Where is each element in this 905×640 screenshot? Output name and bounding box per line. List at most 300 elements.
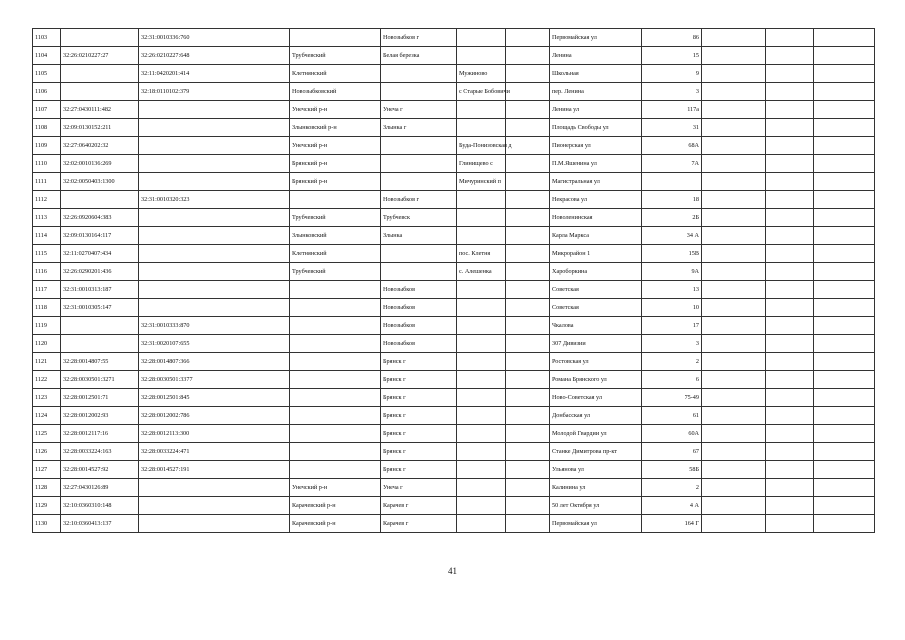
cell-street: Молодой Гвардии ул	[550, 425, 642, 443]
cell-street: Донбасская ул	[550, 407, 642, 425]
cell-district	[290, 299, 381, 317]
cell-settlement: с Старые Бобовичи	[457, 83, 506, 101]
cell-extra-col-3	[814, 281, 875, 299]
cell-district	[290, 281, 381, 299]
cell-settlement	[457, 317, 506, 335]
cell-street: пер. Ленина	[550, 83, 642, 101]
cell-district	[290, 443, 381, 461]
cell-street: Советская	[550, 299, 642, 317]
cell-city: Белая березка	[381, 47, 457, 65]
table-row	[33, 83, 875, 101]
cell-locality	[506, 353, 550, 371]
cell-extra-col-3	[814, 425, 875, 443]
cell-city: Брянск г	[381, 443, 457, 461]
cell-city: Новозыбков г	[381, 29, 457, 47]
table-row	[33, 227, 875, 245]
cell-locality	[506, 443, 550, 461]
cell-settlement	[457, 281, 506, 299]
cell-row-number: 1109	[33, 137, 61, 155]
cell-district	[290, 335, 381, 353]
cell-city: Брянск г	[381, 425, 457, 443]
cell-extra-col-2	[766, 479, 814, 497]
cell-extra-col-3	[814, 47, 875, 65]
cell-row-number: 1113	[33, 209, 61, 227]
cell-extra-col-2	[766, 155, 814, 173]
cell-extra-col-2	[766, 83, 814, 101]
cell-extra-col-3	[814, 101, 875, 119]
cell-row-number: 1122	[33, 371, 61, 389]
cell-house-number: 18	[642, 191, 702, 209]
cell-city: Злынка г	[381, 119, 457, 137]
cell-city: Трубчевск	[381, 209, 457, 227]
cell-extra-col-1	[702, 65, 766, 83]
cell-extra-col-1	[702, 461, 766, 479]
cell-cadastral-number-land: 32:28:0014807:55	[61, 353, 139, 371]
cell-street: Карла Маркса	[550, 227, 642, 245]
cell-cadastral-number-land: 32:09:0130164:117	[61, 227, 139, 245]
cell-house-number: 4 А	[642, 497, 702, 515]
cell-cadastral-number-building	[139, 137, 290, 155]
cell-locality	[506, 119, 550, 137]
cell-city	[381, 173, 457, 191]
cell-city: Злынка	[381, 227, 457, 245]
cell-city: Карачев г	[381, 497, 457, 515]
cell-row-number: 1114	[33, 227, 61, 245]
cell-extra-col-2	[766, 443, 814, 461]
cell-settlement	[457, 209, 506, 227]
cell-district: Трубчевский	[290, 263, 381, 281]
cell-extra-col-3	[814, 353, 875, 371]
cell-extra-col-1	[702, 227, 766, 245]
cell-extra-col-1	[702, 299, 766, 317]
cell-street: Ульянова ул	[550, 461, 642, 479]
cell-cadastral-number-building	[139, 281, 290, 299]
cell-district: Брянский р-н	[290, 155, 381, 173]
cell-extra-col-3	[814, 299, 875, 317]
cell-cadastral-number-building	[139, 173, 290, 191]
cell-cadastral-number-building: 32:31:0010336:760	[139, 29, 290, 47]
cell-locality	[506, 191, 550, 209]
cell-cadastral-number-building: 32:28:0014527:191	[139, 461, 290, 479]
cell-city: Новозыбков	[381, 335, 457, 353]
cell-district: Карачевский р-н	[290, 515, 381, 533]
cell-district: Злынковский	[290, 227, 381, 245]
cell-cadastral-number-building	[139, 515, 290, 533]
cell-extra-col-1	[702, 173, 766, 191]
table-row	[33, 317, 875, 335]
registry-body	[33, 29, 875, 533]
cell-city: Брянск г	[381, 461, 457, 479]
cell-house-number: 9	[642, 65, 702, 83]
cell-settlement	[457, 299, 506, 317]
cell-street: Станке Димитрова пр-кт	[550, 443, 642, 461]
cell-district	[290, 389, 381, 407]
cell-city	[381, 263, 457, 281]
cell-settlement	[457, 29, 506, 47]
cell-cadastral-number-building: 32:31:0010333:870	[139, 317, 290, 335]
table-row	[33, 389, 875, 407]
cell-locality	[506, 281, 550, 299]
cell-house-number: 75-49	[642, 389, 702, 407]
cell-district	[290, 371, 381, 389]
cell-row-number: 1128	[33, 479, 61, 497]
cell-locality	[506, 245, 550, 263]
cell-street: П.М.Яшенина ул	[550, 155, 642, 173]
cell-extra-col-2	[766, 389, 814, 407]
cell-row-number: 1105	[33, 65, 61, 83]
cell-row-number: 1117	[33, 281, 61, 299]
cell-extra-col-2	[766, 299, 814, 317]
cell-city	[381, 155, 457, 173]
cell-cadastral-number-land	[61, 191, 139, 209]
cell-cadastral-number-building: 32:28:0030501:3377	[139, 371, 290, 389]
cell-cadastral-number-land: 32:28:0033224:163	[61, 443, 139, 461]
cell-cadastral-number-building: 32:28:0012501:845	[139, 389, 290, 407]
cell-street: Новоленинская	[550, 209, 642, 227]
cell-extra-col-2	[766, 461, 814, 479]
cell-extra-col-2	[766, 209, 814, 227]
cell-locality	[506, 389, 550, 407]
cell-street: Школьная	[550, 65, 642, 83]
cell-cadastral-number-building	[139, 119, 290, 137]
cell-street: Советская	[550, 281, 642, 299]
cell-cadastral-number-building	[139, 209, 290, 227]
cell-house-number: 60А	[642, 425, 702, 443]
cell-extra-col-2	[766, 191, 814, 209]
cell-extra-col-1	[702, 407, 766, 425]
cell-settlement	[457, 335, 506, 353]
cell-row-number: 1116	[33, 263, 61, 281]
cell-street: Пионерская ул	[550, 137, 642, 155]
cell-extra-col-3	[814, 65, 875, 83]
cell-locality	[506, 299, 550, 317]
cell-cadastral-number-land: 32:10:0360413:137	[61, 515, 139, 533]
cell-extra-col-1	[702, 119, 766, 137]
cell-extra-col-1	[702, 83, 766, 101]
cell-cadastral-number-land: 32:26:0920604:383	[61, 209, 139, 227]
table-row	[33, 47, 875, 65]
cell-district	[290, 317, 381, 335]
cell-extra-col-2	[766, 47, 814, 65]
cell-settlement	[457, 461, 506, 479]
cell-cadastral-number-building	[139, 479, 290, 497]
cell-extra-col-3	[814, 173, 875, 191]
cell-city	[381, 137, 457, 155]
cell-house-number: 164 Г	[642, 515, 702, 533]
cell-cadastral-number-land: 32:28:0014527:92	[61, 461, 139, 479]
cell-row-number: 1115	[33, 245, 61, 263]
cell-cadastral-number-building: 32:18:0110102:379	[139, 83, 290, 101]
cell-district: Карачевский р-н	[290, 497, 381, 515]
cell-house-number: 9А	[642, 263, 702, 281]
cell-house-number: 117а	[642, 101, 702, 119]
cell-street: Ленина ул	[550, 101, 642, 119]
cell-cadastral-number-land	[61, 335, 139, 353]
cell-cadastral-number-building	[139, 263, 290, 281]
cell-locality	[506, 137, 550, 155]
cell-extra-col-3	[814, 461, 875, 479]
cell-street: Ново-Советская ул	[550, 389, 642, 407]
cell-cadastral-number-land: 32:27:0640202:32	[61, 137, 139, 155]
cell-district	[290, 461, 381, 479]
cell-street: Ростовская ул	[550, 353, 642, 371]
cell-extra-col-2	[766, 371, 814, 389]
cell-extra-col-1	[702, 479, 766, 497]
cell-extra-col-3	[814, 83, 875, 101]
cell-extra-col-1	[702, 497, 766, 515]
cell-extra-col-3	[814, 479, 875, 497]
cell-extra-col-3	[814, 209, 875, 227]
cell-district: Трубчевский	[290, 47, 381, 65]
table-row	[33, 119, 875, 137]
cell-settlement	[457, 119, 506, 137]
cell-locality	[506, 83, 550, 101]
cell-extra-col-1	[702, 389, 766, 407]
cell-cadastral-number-building: 32:28:0033224:471	[139, 443, 290, 461]
cell-city: Новозыбков	[381, 281, 457, 299]
cell-cadastral-number-building: 32:31:0010320:323	[139, 191, 290, 209]
cell-extra-col-1	[702, 29, 766, 47]
cell-house-number: 34 А	[642, 227, 702, 245]
table-row	[33, 443, 875, 461]
cell-locality	[506, 425, 550, 443]
cell-city	[381, 65, 457, 83]
table-row	[33, 371, 875, 389]
cell-cadastral-number-land	[61, 317, 139, 335]
cell-row-number: 1104	[33, 47, 61, 65]
cell-locality	[506, 173, 550, 191]
cell-cadastral-number-land: 32:28:0012002:93	[61, 407, 139, 425]
cell-house-number: 13	[642, 281, 702, 299]
cell-street: Некрасова ул	[550, 191, 642, 209]
page-number: 41	[448, 566, 457, 576]
cell-extra-col-1	[702, 209, 766, 227]
cell-street: Ленина	[550, 47, 642, 65]
cell-street: 50 лет Октября ул	[550, 497, 642, 515]
cell-cadastral-number-land: 32:31:0010313:187	[61, 281, 139, 299]
cell-locality	[506, 515, 550, 533]
table-row	[33, 101, 875, 119]
cell-row-number: 1123	[33, 389, 61, 407]
cell-district: Унечский р-н	[290, 137, 381, 155]
cell-extra-col-3	[814, 263, 875, 281]
cell-locality	[506, 317, 550, 335]
cell-district: Клетнянский	[290, 65, 381, 83]
cell-row-number: 1118	[33, 299, 61, 317]
cell-extra-col-2	[766, 281, 814, 299]
cell-extra-col-3	[814, 227, 875, 245]
cell-extra-col-3	[814, 497, 875, 515]
cell-row-number: 1110	[33, 155, 61, 173]
cell-street: Хароборкина	[550, 263, 642, 281]
cell-extra-col-1	[702, 245, 766, 263]
cell-house-number: 61	[642, 407, 702, 425]
cell-locality	[506, 371, 550, 389]
cell-extra-col-2	[766, 29, 814, 47]
table-row	[33, 281, 875, 299]
cell-row-number: 1108	[33, 119, 61, 137]
cell-extra-col-1	[702, 353, 766, 371]
cell-cadastral-number-building: 32:26:0210227:648	[139, 47, 290, 65]
cell-cadastral-number-land: 32:28:0030501:3271	[61, 371, 139, 389]
cell-extra-col-1	[702, 317, 766, 335]
cell-extra-col-1	[702, 191, 766, 209]
cell-cadastral-number-land: 32:28:0012501:71	[61, 389, 139, 407]
cell-house-number: 6	[642, 371, 702, 389]
table-row	[33, 497, 875, 515]
cell-extra-col-2	[766, 227, 814, 245]
cell-row-number: 1121	[33, 353, 61, 371]
table-row	[33, 137, 875, 155]
cell-cadastral-number-land: 32:02:0050403:1300	[61, 173, 139, 191]
cell-cadastral-number-land: 32:27:0430111:482	[61, 101, 139, 119]
cell-locality	[506, 209, 550, 227]
cell-house-number: 2	[642, 479, 702, 497]
cell-district	[290, 191, 381, 209]
cell-street: Площадь Свободы ул	[550, 119, 642, 137]
table-row	[33, 263, 875, 281]
cell-street: Магистральная ул	[550, 173, 642, 191]
cell-row-number: 1107	[33, 101, 61, 119]
cell-settlement	[457, 227, 506, 245]
cell-cadastral-number-land: 32:26:0210227:27	[61, 47, 139, 65]
cell-cadastral-number-land: 32:27:0430126:89	[61, 479, 139, 497]
cell-street: Первомайская ул	[550, 515, 642, 533]
cell-cadastral-number-building: 32:28:0012113:300	[139, 425, 290, 443]
cell-extra-col-1	[702, 443, 766, 461]
cell-extra-col-1	[702, 263, 766, 281]
cell-extra-col-2	[766, 173, 814, 191]
cell-house-number: 10	[642, 299, 702, 317]
cell-cadastral-number-land: 32:28:0012117:16	[61, 425, 139, 443]
cell-extra-col-2	[766, 137, 814, 155]
cell-row-number: 1129	[33, 497, 61, 515]
cell-settlement	[457, 407, 506, 425]
cell-extra-col-1	[702, 281, 766, 299]
cell-extra-col-2	[766, 119, 814, 137]
cell-locality	[506, 407, 550, 425]
cell-settlement: Мичуринский п	[457, 173, 506, 191]
cell-city	[381, 245, 457, 263]
cell-house-number: 31	[642, 119, 702, 137]
cell-locality	[506, 461, 550, 479]
cell-locality	[506, 227, 550, 245]
cell-district: Унечский р-н	[290, 479, 381, 497]
cell-settlement	[457, 191, 506, 209]
cell-city: Брянск г	[381, 389, 457, 407]
cell-locality	[506, 29, 550, 47]
cell-extra-col-3	[814, 29, 875, 47]
cell-extra-col-3	[814, 119, 875, 137]
cell-settlement	[457, 371, 506, 389]
table-row	[33, 335, 875, 353]
cell-house-number: 58Б	[642, 461, 702, 479]
table-row	[33, 299, 875, 317]
cell-settlement	[457, 515, 506, 533]
cell-extra-col-1	[702, 47, 766, 65]
table-row	[33, 173, 875, 191]
cell-row-number: 1125	[33, 425, 61, 443]
cell-extra-col-1	[702, 371, 766, 389]
cell-extra-col-1	[702, 335, 766, 353]
cell-extra-col-1	[702, 155, 766, 173]
cell-cadastral-number-land: 32:09:0130152:211	[61, 119, 139, 137]
table-row	[33, 209, 875, 227]
cell-city: Унеча г	[381, 479, 457, 497]
cell-row-number: 1112	[33, 191, 61, 209]
cell-locality	[506, 263, 550, 281]
cell-row-number: 1106	[33, 83, 61, 101]
cell-settlement	[457, 47, 506, 65]
cell-house-number: 3	[642, 83, 702, 101]
cell-city: Унеча г	[381, 101, 457, 119]
cell-locality	[506, 155, 550, 173]
table-row	[33, 461, 875, 479]
cell-settlement: пос. Клетня	[457, 245, 506, 263]
cell-cadastral-number-building: 32:28:0014807:366	[139, 353, 290, 371]
cell-extra-col-3	[814, 191, 875, 209]
table-row	[33, 353, 875, 371]
cell-street: Микрорайон 1	[550, 245, 642, 263]
cell-extra-col-2	[766, 335, 814, 353]
cell-settlement	[457, 353, 506, 371]
cell-extra-col-2	[766, 515, 814, 533]
cell-extra-col-2	[766, 101, 814, 119]
table-row	[33, 245, 875, 263]
cell-row-number: 1120	[33, 335, 61, 353]
cell-street: Романа Брянского ул	[550, 371, 642, 389]
cell-extra-col-3	[814, 371, 875, 389]
cell-locality	[506, 335, 550, 353]
cell-cadastral-number-building	[139, 155, 290, 173]
cell-settlement: с. Алешенка	[457, 263, 506, 281]
cell-district	[290, 407, 381, 425]
cell-cadastral-number-land: 32:02:0010136:269	[61, 155, 139, 173]
cell-settlement	[457, 389, 506, 407]
cell-house-number	[642, 173, 702, 191]
cell-locality	[506, 101, 550, 119]
cell-locality	[506, 497, 550, 515]
cell-cadastral-number-building	[139, 101, 290, 119]
table-row	[33, 515, 875, 533]
cell-house-number: 17	[642, 317, 702, 335]
cell-extra-col-3	[814, 317, 875, 335]
cell-locality	[506, 65, 550, 83]
cell-cadastral-number-land: 32:31:0010305:147	[61, 299, 139, 317]
cell-settlement: Буда-Понизовская д	[457, 137, 506, 155]
cell-city: Новозыбков г	[381, 191, 457, 209]
cell-house-number: 15	[642, 47, 702, 65]
cell-district	[290, 425, 381, 443]
cell-house-number: 68А	[642, 137, 702, 155]
cell-district	[290, 353, 381, 371]
cell-street: 307 Дивизии	[550, 335, 642, 353]
cell-extra-col-1	[702, 425, 766, 443]
cell-cadastral-number-land: 32:10:0360310:148	[61, 497, 139, 515]
cell-extra-col-3	[814, 407, 875, 425]
cell-district: Клетнянский	[290, 245, 381, 263]
cell-extra-col-2	[766, 245, 814, 263]
table-row	[33, 155, 875, 173]
cell-extra-col-2	[766, 263, 814, 281]
cell-locality	[506, 47, 550, 65]
cell-district: Брянский р-н	[290, 173, 381, 191]
cell-district: Трубчевский	[290, 209, 381, 227]
cell-city: Карачев г	[381, 515, 457, 533]
cell-settlement: Мужиново	[457, 65, 506, 83]
cell-extra-col-2	[766, 65, 814, 83]
cell-row-number: 1130	[33, 515, 61, 533]
